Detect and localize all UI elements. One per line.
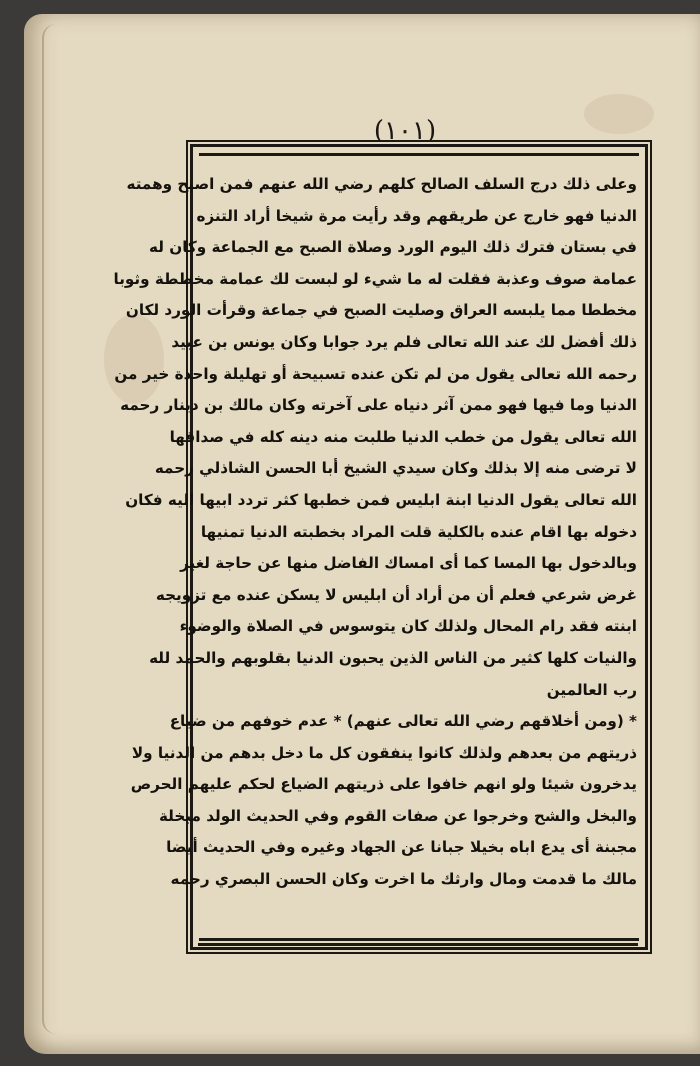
text-line: والبخل والشح وخرجوا عن صفات القوم وفي الحديث الولد مبخلة xyxy=(158,806,637,825)
text-line: وعلى ذلك درج السلف الصالح كلهم رضي الله عنهم فمن اصبح وهمته xyxy=(126,175,637,193)
text-line: الله تعالى يقول الدنيا ابنة ابليس فمن خطبها كثر تردد ابيها اليه فكان xyxy=(125,490,637,509)
text-line: ذريتهم من بعدهم ولذلك كانوا ينفقون كل ما دخل بدهم من الدنيا ولا xyxy=(131,743,637,762)
text-line: رب العالمين xyxy=(546,680,637,699)
text-line: مالك ما قدمت ومال وارثك ما اخرت وكان الحسن البصري رحمه xyxy=(170,870,637,889)
text-line: دخوله بها اقام عنده بالكلية قلت المراد بخطبته الدنيا تمنيها xyxy=(200,522,637,541)
text-line: لا ترضى منه إلا بذلك وكان سيدي الشيخ أبا الحسن الشاذلي رحمه xyxy=(154,459,637,478)
text-line: والنيات كلها كثير من الناس الذين يحبون الدنيا بقلوبهم والحمد لله xyxy=(149,648,637,667)
text-line: مجبنة أى يدع اباه بخيلا جبانا عن الجهاد وغيره وفي الحديث أيضا xyxy=(166,838,637,857)
footer-rule xyxy=(198,943,638,946)
text-line: الدنيا فهو خارج عن طريقهم وقد رأيت مرة شيخا أراد التنزه xyxy=(196,206,637,225)
body-text xyxy=(113,169,637,934)
text-line: وبالدخول بها المسا كما أى امساك الفاضل منها عن حاجة لغير xyxy=(180,554,637,573)
text-line: في بستان فترك ذلك اليوم الورد وصلاة الصبح مع الجماعة وكان له xyxy=(149,238,637,257)
text-frame xyxy=(113,144,648,950)
text-line: يدخرون شيئا ولو انهم خافوا على ذريتهم الضياع لحكم عليهم الحرص xyxy=(130,775,637,794)
text-line: ابنته فقد رام المحال ولذلك كان يتوسوس في الصلاة والوضوء xyxy=(179,617,637,636)
text-line: غرض شرعي فعلم أن من أراد أن ابليس لا يسكن عنده مع تزويجه xyxy=(155,585,637,604)
page-curl-edge xyxy=(42,24,84,1034)
frame-top-rule xyxy=(199,153,639,156)
page-number: (١٠١) xyxy=(373,116,437,146)
section-heading-line: * (ومن أخلاقهم رضي الله تعالى عنهم) * عدم خوفهم من ضياع xyxy=(169,712,637,731)
frame-bottom-rule xyxy=(199,938,639,941)
text-line: رحمه الله تعالى يقول من لم تكن عنده تسبيحة أو تهليلة واحدة خير من xyxy=(114,364,637,383)
text-line: ذلك أفضل لك عند الله تعالى فلم يرد جوابا وكان يونس بن عبيد xyxy=(171,332,637,351)
paper-stain xyxy=(584,94,654,134)
text-line: عمامة صوف وعذبة فقلت له ما شيء لو لبست لك عمامة مخططة وثوبا xyxy=(113,269,637,288)
text-line: الدنيا وما فيها فهو ممن آثر دنياه على آخرته وكان مالك بن دينار رحمه xyxy=(120,396,637,415)
text-line: الله تعالى يقول من خطب الدنيا طلبت منه دينه كله في صداقها xyxy=(169,427,637,446)
text-line: مخططا مما يلبسه العراق وصليت الصبح في جماعة وقرأت الورد لكان xyxy=(125,301,637,320)
